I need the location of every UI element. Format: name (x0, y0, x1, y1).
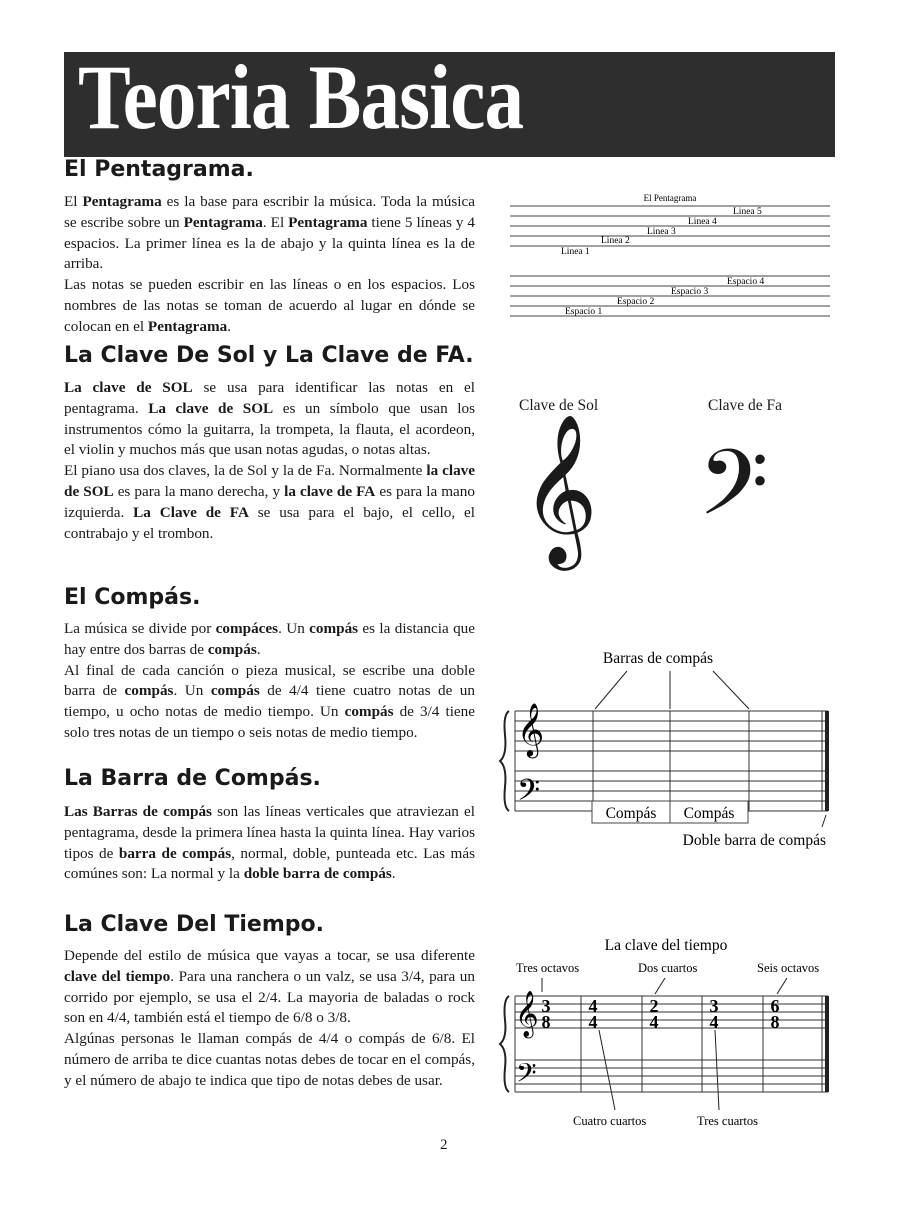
measure-label: Compás (683, 805, 735, 822)
treble-clef-icon: 𝄞 (515, 991, 539, 1036)
heading-compas: El Compás. (64, 585, 201, 610)
bold-term: La clave de SOL (64, 379, 193, 396)
tres-cuartos-label: Tres cuartos (697, 1114, 758, 1128)
bold-term: compás (344, 703, 394, 721)
bold-term: compás (207, 640, 257, 658)
bold-term: Pentagrama (147, 317, 228, 335)
bold-term: clave del tiempo (64, 967, 171, 985)
linea-label: Linea 2 (601, 236, 630, 246)
bold-term: Las Barras de compás (64, 803, 212, 820)
espacio-label: Espacio 1 (565, 307, 603, 317)
espacio-label: Espacio 4 (727, 277, 765, 287)
double-bar (825, 711, 829, 811)
treble-clef-icon: 𝄞 (517, 704, 545, 755)
sig-bottom: 4 (709, 1012, 719, 1032)
tiempo-title: La clave del tiempo (604, 937, 728, 954)
paragraph: Al final de cada canción o pieza musical, se escribe una doble barra de compás. Un compás de 4/4 tiene cuatro notas de un tiempo, u ocho notas de medio tiempo. Un compás de 3/4 tiene solo tres notas de un tiempo o seis notas de medio tiempo. (64, 661, 475, 741)
paragraph: Depende del estilo de música que vayas a tocar, se usa diferente clave del tiempo. Para una ranchera o un valz, se usa 3/4, para un corrido por ejemplo, se usa el 2/4. La mayoria de baladas o rock son en 4/4, también está el tiempo de 6/8 o 3/8. (64, 947, 475, 1027)
page-number: 2 (440, 1137, 448, 1153)
cuatro-cuartos-label: Cuatro cuartos (573, 1114, 647, 1128)
heading-barra: La Barra de Compás. (64, 766, 321, 791)
bold-term: compás (210, 682, 260, 700)
bold-term: La clave de SOL (148, 399, 274, 417)
brace-icon (500, 996, 509, 1092)
bold-term: doble barra de compás (243, 865, 392, 883)
sig-top: 3 (709, 996, 719, 1016)
bold-term: compáces (215, 620, 279, 637)
paragraph: El Pentagrama es la base para escribir la música. Toda la música se escribe sobre un Pentagrama. El Pentagrama tiene 5 líneas y 4 espacios. La primer línea es la de abajo y la quinta línea es la de arriba. (64, 193, 475, 273)
heading-tiempo: La Clave Del Tiempo. (64, 912, 324, 937)
pentagrama-diagram (505, 190, 835, 325)
page-title: Teoria Basica (78, 46, 524, 148)
compas-diagram (495, 645, 835, 855)
brace-icon (500, 711, 509, 811)
text-barra (64, 802, 475, 885)
bold-term: barra de compás (118, 844, 232, 862)
double-bar-label: Doble barra de compás (682, 832, 826, 849)
sig-top: 3 (541, 996, 551, 1016)
title-banner (64, 46, 835, 157)
linea-label: Linea 1 (561, 247, 590, 257)
measure-label: Compás (605, 805, 657, 822)
linea-label: Linea 3 (647, 227, 676, 237)
bold-term: compás (124, 682, 174, 700)
bass-clef-icon: 𝄢 (517, 774, 541, 814)
heading-pentagrama: El Pentagrama. (64, 157, 254, 182)
paragraph: Las notas se pueden escribir en las líneas o en los espacios. Los nombres de las notas se toman de acuerdo al lugar en dónde se colocan en el Pentagrama. (64, 276, 475, 335)
espacio-label: Espacio 3 (671, 287, 709, 297)
text-compas (64, 619, 475, 744)
sig-bottom: 8 (770, 1012, 780, 1032)
paragraph: El piano usa dos claves, la de Sol y la de Fa. Normalmente la clave de SOL es para la mano derecha, y la clave de FA es para la mano izquierda. La Clave de FA se usa para el bajo, el cello, el contrabajo y el trombon. (64, 462, 475, 542)
heading-claves: La Clave De Sol y La Clave de FA. (64, 343, 474, 368)
espacio-label: Espacio 2 (617, 297, 655, 307)
bold-term: la clave de FA (284, 482, 376, 500)
tiempo-diagram (495, 932, 835, 1132)
treble-clef-icon: 𝄞 (521, 412, 598, 564)
bold-term: Pentagrama (288, 213, 368, 231)
bass-clef-icon: 𝄢 (516, 1058, 537, 1094)
linea-label: Linea 5 (733, 207, 762, 217)
sig-top: 4 (588, 996, 598, 1016)
sig-bottom: 4 (649, 1012, 659, 1032)
paragraph: La clave de SOL se usa para identificar las notas en el pentagrama. La clave de SOL es un símbolo que usan los instrumentos cómo la guitarra, la trompeta, la flauta, el acordeon, el violin y muchos más que usan notas agudas, o notas altas. (64, 379, 475, 459)
bold-term: Pentagrama (82, 193, 162, 210)
bold-term: la clave de SOL (64, 462, 475, 500)
paragraph: Las Barras de compás son las líneas verticales que atraviezan el pentagrama, desde la primera línea hasta la quinta línea. Hay varios tipos de barra de compás, normal, doble, punteada etc. Las más comúnes son: La normal y la doble barra de compás. (64, 803, 476, 883)
barras-label: Barras de compás (602, 650, 714, 667)
paragraph: La música se divide por compáces. Un compás es la distancia que hay entre dos barras de compás. (64, 620, 475, 658)
clave-sol-label: Clave de Sol (519, 397, 599, 414)
text-tiempo (64, 946, 475, 1092)
text-claves (64, 378, 475, 544)
bass-clef-icon: 𝄢 (698, 430, 769, 558)
linea-label: Linea 4 (688, 217, 717, 227)
bold-term: La Clave de FA (133, 503, 249, 521)
bold-term: Pentagrama (183, 213, 263, 231)
pentagrama-diagram-title: El Pentagrama (643, 193, 697, 203)
bold-term: compás (309, 620, 359, 637)
sig-top: 2 (649, 996, 659, 1016)
dos-cuartos-label: Dos cuartos (638, 961, 698, 975)
seis-octavos-label: Seis octavos (757, 961, 820, 975)
sig-bottom: 4 (588, 1012, 598, 1032)
tres-octavos-label: Tres octavos (516, 961, 580, 975)
text-pentagrama (64, 192, 475, 338)
sig-bottom: 8 (541, 1012, 551, 1032)
sig-top: 6 (770, 996, 780, 1016)
paragraph: Algúnas personas le llaman compás de 4/4 o compás de 6/8. El número de arriba te dice cuantas notas debes de tocar en el compás, y el número de abajo te indica que tipo de notas debes de usar. (64, 1030, 475, 1089)
clave-fa-label: Clave de Fa (708, 397, 783, 414)
